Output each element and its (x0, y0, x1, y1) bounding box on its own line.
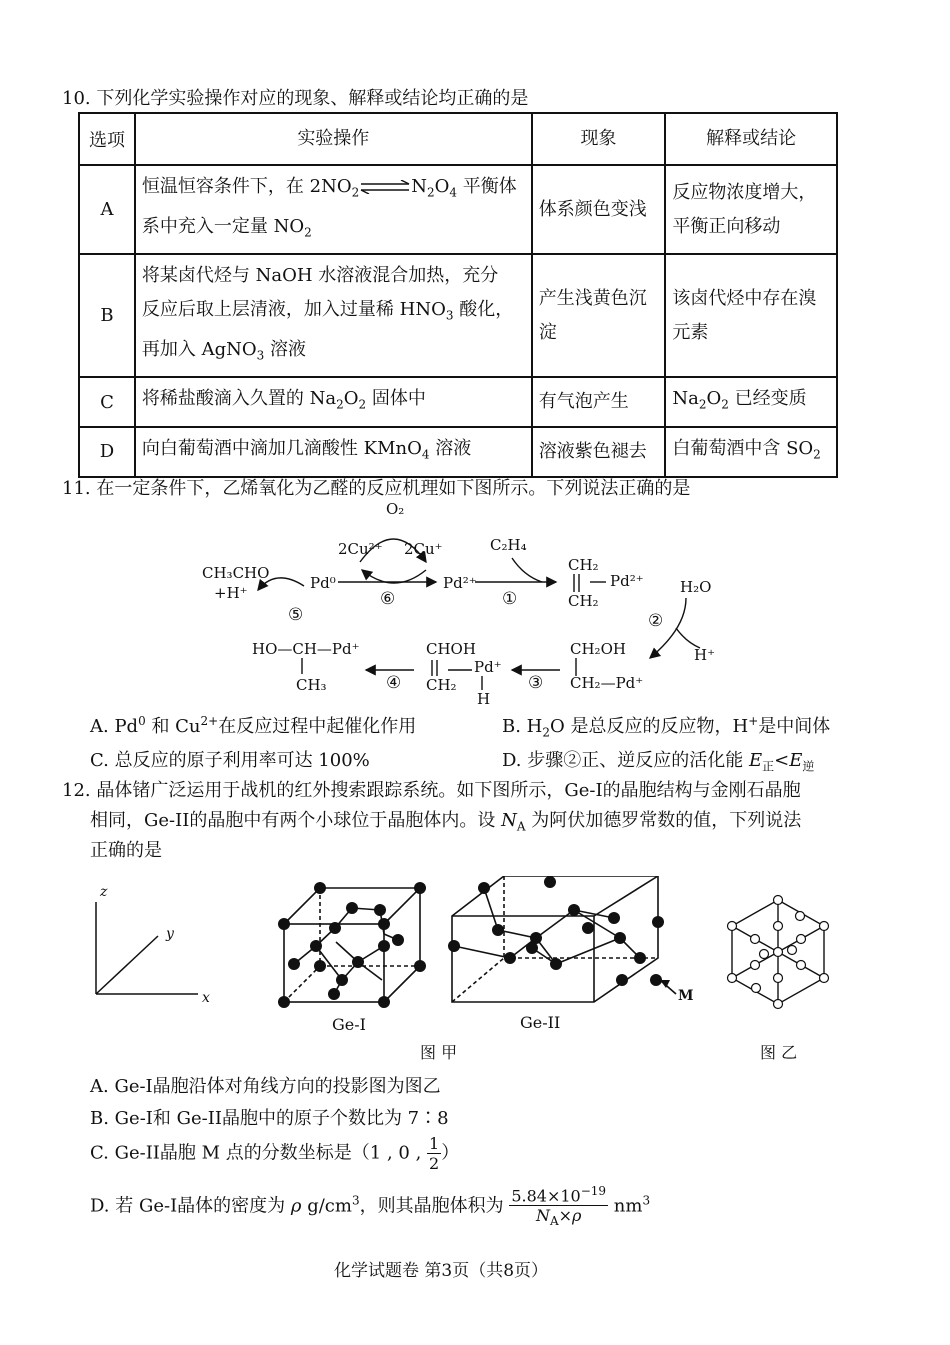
label-cu2: 2Cu²⁺ (338, 540, 383, 558)
step-1: ① (502, 589, 518, 609)
table-row (79, 377, 837, 427)
label-ge2: Ge-II (520, 1013, 561, 1032)
row-a-option: A (79, 165, 135, 254)
ge2-cell-icon (452, 876, 676, 1002)
header-phenomenon: 现象 (532, 113, 666, 165)
row-a-phenomenon: 体系颜色变浅 (532, 165, 666, 254)
row-a-operation: 恒温恒容条件下，在 $2NO_2$ $N_2O_4$ 平衡体 系中充入一定量 $NO_2$ (135, 165, 532, 254)
table-header-row (79, 113, 837, 165)
row-c-conclusion: $Na_2O_2$ 已经变质 (665, 377, 837, 427)
label-ch2-pd: CH₂—Pd⁺ (570, 674, 644, 692)
step-5: ⑤ (288, 605, 304, 625)
row-b-conclusion: 该卤代烃中存在溴 元素 (665, 254, 837, 377)
label-ho-ch-pd: HO—CH—Pd⁺ (252, 640, 360, 658)
table-row (79, 165, 837, 254)
page-footer: 化学试题卷 第3页（共8页） (334, 1261, 549, 1281)
q12-option-d: D. 若 Ge-I晶体的密度为 ρ $g/cm^3$，则其晶胞体积为 $\frac{5.84\times 10^{-19}}{N_A\times\rho}$ $nm^3$ (90, 1184, 651, 1229)
label-ch3cho: CH₃CHO (202, 564, 270, 582)
label-h: H (477, 690, 491, 708)
label-hplus-product: +H⁺ (214, 584, 248, 602)
q11-option-a: A. Pd$^0$ 和 $Cu^{2+}$在反应过程中起催化作用 (90, 714, 417, 737)
label-ch2-top: CH₂ (568, 556, 599, 574)
label-h2o: H₂O (680, 578, 712, 596)
q10-table (78, 112, 838, 478)
q11-option-d: D. 步骤②正、逆反应的活化能 $E_正<E_逆$ (502, 750, 815, 774)
label-ch2oh: CH₂OH (570, 640, 626, 658)
label-hplus: H⁺ (694, 646, 715, 664)
q12-stem-line1: 12. 晶体锗广泛运用于战机的红外搜索跟踪系统。如下图所示，Ge-I的晶胞结构与金刚石晶胞 (62, 780, 801, 801)
label-ge1: Ge-I (332, 1015, 366, 1034)
label-m: M (678, 988, 694, 1004)
row-d-operation: 向白葡萄酒中滴加几滴酸性 KMnO$_4$ 溶液 (135, 427, 532, 477)
q12-stem-line2: 相同，Ge-II的晶胞中有两个小球位于晶胞体内。设 $N_A$ 为阿伏加德罗常数的值，下列说法 (90, 810, 802, 834)
label-ch3: CH₃ (296, 676, 327, 694)
table-row (79, 254, 837, 377)
axis-y: y (166, 926, 174, 942)
equilibrium-arrow-icon (359, 180, 411, 194)
row-d-phenomenon: 溶液紫色褪去 (532, 427, 666, 477)
step-3: ③ (528, 673, 544, 693)
q10-stem: 10. 下列化学实验操作对应的现象、解释或结论均正确的是 (62, 88, 529, 109)
fraction-volume: $\frac{5.84\times 10^{-19}}{N_A\times\rho}$ (511, 1184, 607, 1229)
row-c-phenomenon: 有气泡产生 (532, 377, 666, 427)
label-ch2-bottom: CH₂ (568, 592, 599, 610)
q11-option-c: C. 总反应的原子利用率可达 100% (90, 750, 370, 771)
step-4: ④ (386, 673, 402, 693)
label-c2h4: C₂H₄ (490, 536, 527, 554)
row-a-conclusion: 反应物浓度增大， 平衡正向移动 (665, 165, 837, 254)
row-b-phenomenon: 产生浅黄色沉 淀 (532, 254, 666, 377)
fraction-half: $\frac{1}{2}$ (429, 1134, 440, 1173)
row-b-option: B (79, 254, 135, 377)
label-fig-b: 图 乙 (760, 1043, 798, 1062)
row-d-option: D (79, 427, 135, 477)
label-cu1: 2Cu⁺ (404, 540, 443, 558)
mechanism-diagram (190, 498, 730, 710)
label-ch2-b: CH₂ (426, 676, 457, 694)
q11-stem: 11. 在一定条件下，乙烯氧化为乙醛的反应机理如下图所示。下列说法正确的是 (62, 478, 691, 499)
axis-z: z (100, 884, 108, 900)
label-pd-complex: Pd²⁺ (610, 572, 644, 590)
step-2: ② (648, 611, 664, 631)
ge1-atoms-icon (278, 882, 426, 1008)
q11-option-b: B. $H_2O$ 是总反应的反应物，H+是中间体 (502, 714, 831, 740)
q12-option-a: A. Ge-I晶胞沿体对角线方向的投影图为图乙 (90, 1076, 441, 1097)
header-option: 选项 (79, 113, 135, 165)
q12-option-c: C. Ge-II晶胞 M 点的分数坐标是（1 , 0 , $\frac{1}{2}$ ） (90, 1134, 460, 1173)
axis-x: x (202, 990, 210, 1006)
header-conclusion: 解释或结论 (665, 113, 837, 165)
step-6: ⑥ (380, 589, 396, 609)
label-pd-plus: Pd⁺ (474, 658, 502, 676)
label-pd0: Pd⁰ (310, 574, 336, 592)
header-operation: 实验操作 (135, 113, 532, 165)
crystal-figures (80, 876, 870, 1066)
label-choh: CHOH (426, 640, 476, 658)
axes-icon (96, 902, 198, 994)
label-o2: O₂ (386, 500, 405, 518)
label-pd2: Pd²⁺ (443, 574, 477, 592)
table-row (79, 427, 837, 477)
q12-option-b: B. Ge-I和 Ge-II晶胞中的原子个数比为 7∶8 (90, 1108, 449, 1129)
q12-stem-line3: 正确的是 (90, 840, 162, 861)
row-c-operation: 将稀盐酸滴入久置的 $Na_2O_2$ 固体中 (135, 377, 532, 427)
row-c-option: C (79, 377, 135, 427)
label-fig-a: 图 甲 (420, 1043, 458, 1062)
row-b-operation: 将某卤代烃与 NaOH 水溶液混合加热，充分 反应后取上层清液，加入过量稀 $HNO_3$ 酸化， 再加入 AgNO$_3$ 溶液 (135, 254, 532, 377)
row-d-conclusion: 白葡萄酒中含 $SO_2$ (665, 427, 837, 477)
